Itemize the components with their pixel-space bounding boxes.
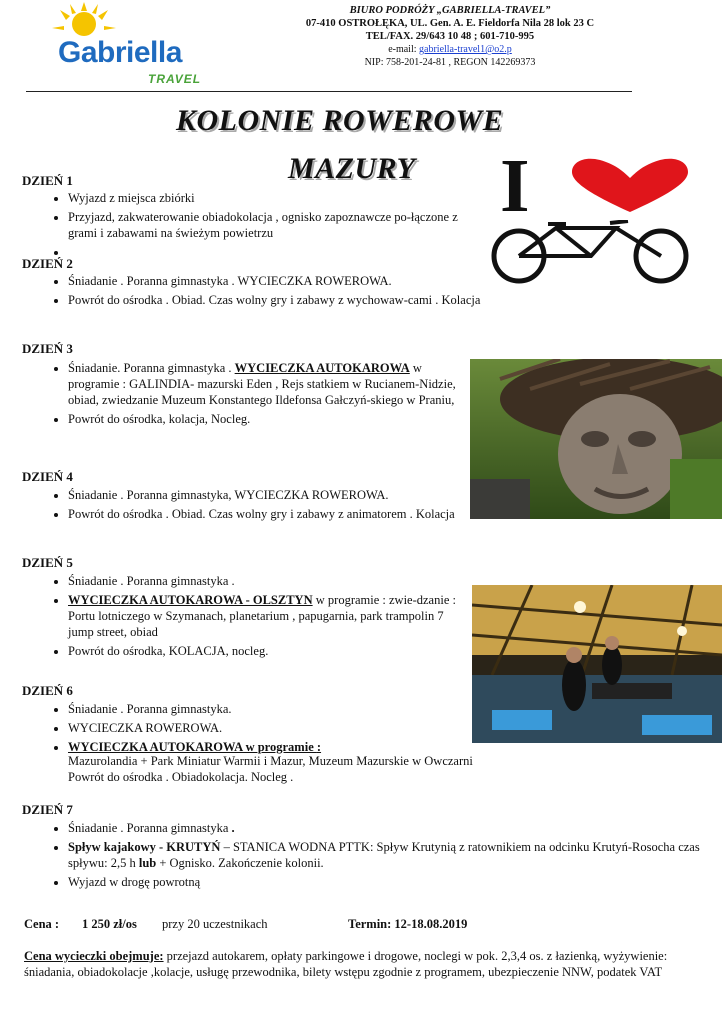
- day-6-extra-1: Mazurolandia + Park Miniatur Warmii i Mazur, Muzeum Mazurskie w Owczarni: [68, 754, 473, 768]
- list-item-empty: [68, 244, 488, 260]
- price-note: przy 20 uczestnikach: [162, 917, 268, 931]
- header-divider: [26, 91, 632, 92]
- day-7-heading: DZIEŃ 7: [22, 802, 73, 817]
- page-title: KOLONIE ROWEROWE: [176, 104, 504, 137]
- list-item: • Śniadanie . Poranna gimnastyka . WYCIECZKA ROWEROWA.: [68, 273, 488, 289]
- list-item: • Spływ kajakowy - KRUTYŃ – STANICA WODNA PTTK: Spływ Krutynią z ratownikiem na odcinku Krutyń-Rosocha czas spływu: 2,5 h lub + Ognisko. Zakończenie kolonii.: [68, 839, 708, 871]
- heart-icon: [570, 158, 690, 214]
- day-3-heading: DZIEŃ 3: [22, 341, 73, 356]
- day-3-list: [26, 360, 468, 430]
- price-label: Cena :: [24, 917, 60, 931]
- sculpture-photo: [470, 359, 722, 519]
- list-item: • Śniadanie . Poranna gimnastyka, WYCIECZKA ROWEROWA.: [68, 487, 468, 503]
- day-7-list: [26, 820, 708, 893]
- list-item: • Powrót do ośrodka . Obiad. Czas wolny gry i zabawy z animatorem . Kolacja: [68, 506, 468, 522]
- email-link[interactable]: gabriella-travel1@o2.p: [419, 44, 512, 55]
- bicycle-icon: [486, 220, 696, 284]
- agency-nip: NIP: 758-201-24-81 , REGON 142269373: [364, 57, 536, 68]
- list-item: • Przyjazd, zakwaterowanie obiadokolacja , ognisko zapoznawcze po-łączone z grami i zabawami na świeżym powietrzu: [68, 209, 488, 241]
- day-2-heading: DZIEŃ 2: [22, 256, 73, 271]
- agency-email-line: e-mail: gabriella-travel1@o2.p: [388, 44, 512, 55]
- agency-name: BIURO PODRÓŻY „GABRIELLA-TRAVEL”: [349, 5, 551, 16]
- list-item: • Powrót do ośrodka . Obiad. Czas wolny gry i zabawy z wychowaw-cami . Kolacja: [68, 292, 488, 308]
- agency-contact: [290, 4, 610, 69]
- day-1-heading: DZIEŃ 1: [22, 173, 73, 188]
- list-item: • Wyjazd z miejsca zbiórki: [68, 190, 488, 206]
- agency-address: 07-410 OSTROŁĘKA, UL. Gen. A. E. Fieldorfa Nila 28 lok 23 C: [305, 18, 595, 29]
- logo-name: Gabriella: [58, 36, 182, 69]
- company-logo: [40, 2, 230, 88]
- list-item: • Wyjazd w drogę powrotną: [68, 874, 708, 890]
- day-4-list: [26, 487, 468, 525]
- list-item: • WYCIECZKA AUTOKAROWA w programie :: [68, 739, 508, 755]
- price-amount: 1 250 zł/os: [82, 917, 137, 931]
- list-item: • WYCIECZKA AUTOKAROWA - OLSZTYN w programie : zwie-dzanie : Portu lotniczego w Szymanach, planetarium , papugarnia, park trampolin 7 jump street, obiad: [68, 592, 468, 640]
- day-4-heading: DZIEŃ 4: [22, 469, 73, 484]
- list-item: • Śniadanie . Poranna gimnastyka.: [68, 701, 508, 717]
- trampoline-photo: [472, 585, 722, 743]
- list-item: • WYCIECZKA ROWEROWA.: [68, 720, 508, 736]
- day-2-list: [26, 273, 488, 311]
- list-item: • Powrót do ośrodka, KOLACJA, nocleg.: [68, 643, 468, 659]
- love-letter: I: [500, 144, 530, 228]
- list-item: • Powrót do ośrodka, kolacja, Nocleg.: [68, 411, 468, 427]
- day-5-heading: DZIEŃ 5: [22, 555, 73, 570]
- trip-dates: Termin: 12-18.08.2019: [348, 917, 468, 931]
- list-item: • Śniadanie . Poranna gimnastyka .: [68, 820, 708, 836]
- day-6-list: [26, 701, 508, 758]
- logo-subtitle: TRAVEL: [148, 72, 202, 86]
- list-item: • Śniadanie . Poranna gimnastyka .: [68, 573, 468, 589]
- price-includes: Cena wycieczki obejmuje: przejazd autokarem, opłaty parkingowe i drogowe, noclegi w pok. 2,3,4 os. z łazienką, wyżywienie: śniadania, obiadokolacje ,kolacje, usługę przewodnika, bilety wstępu zgodnie z programem, ubezpieczenie NNW, podatek VAT: [24, 949, 668, 979]
- agency-phone: TEL/FAX. 29/643 10 48 ; 601-710-995: [365, 31, 535, 42]
- day-6-extra-2: Powrót do ośrodka . Obiadokolacja. Nocleg .: [68, 770, 294, 784]
- day-5-list: [26, 573, 468, 662]
- page-subtitle: MAZURY: [288, 152, 416, 185]
- day-1-list: [26, 190, 488, 263]
- list-item: • Śniadanie. Poranna gimnastyka . WYCIECZKA AUTOKAROWA w programie : GALINDIA- mazurski Eden , Rejs statkiem w Rucianem-Nidzie, obiad, zwiedzanie Muzeum Konstantego Ildefonsa Gałczyń-skiego w Praniu,: [68, 360, 468, 408]
- day-6-heading: DZIEŃ 6: [22, 683, 73, 698]
